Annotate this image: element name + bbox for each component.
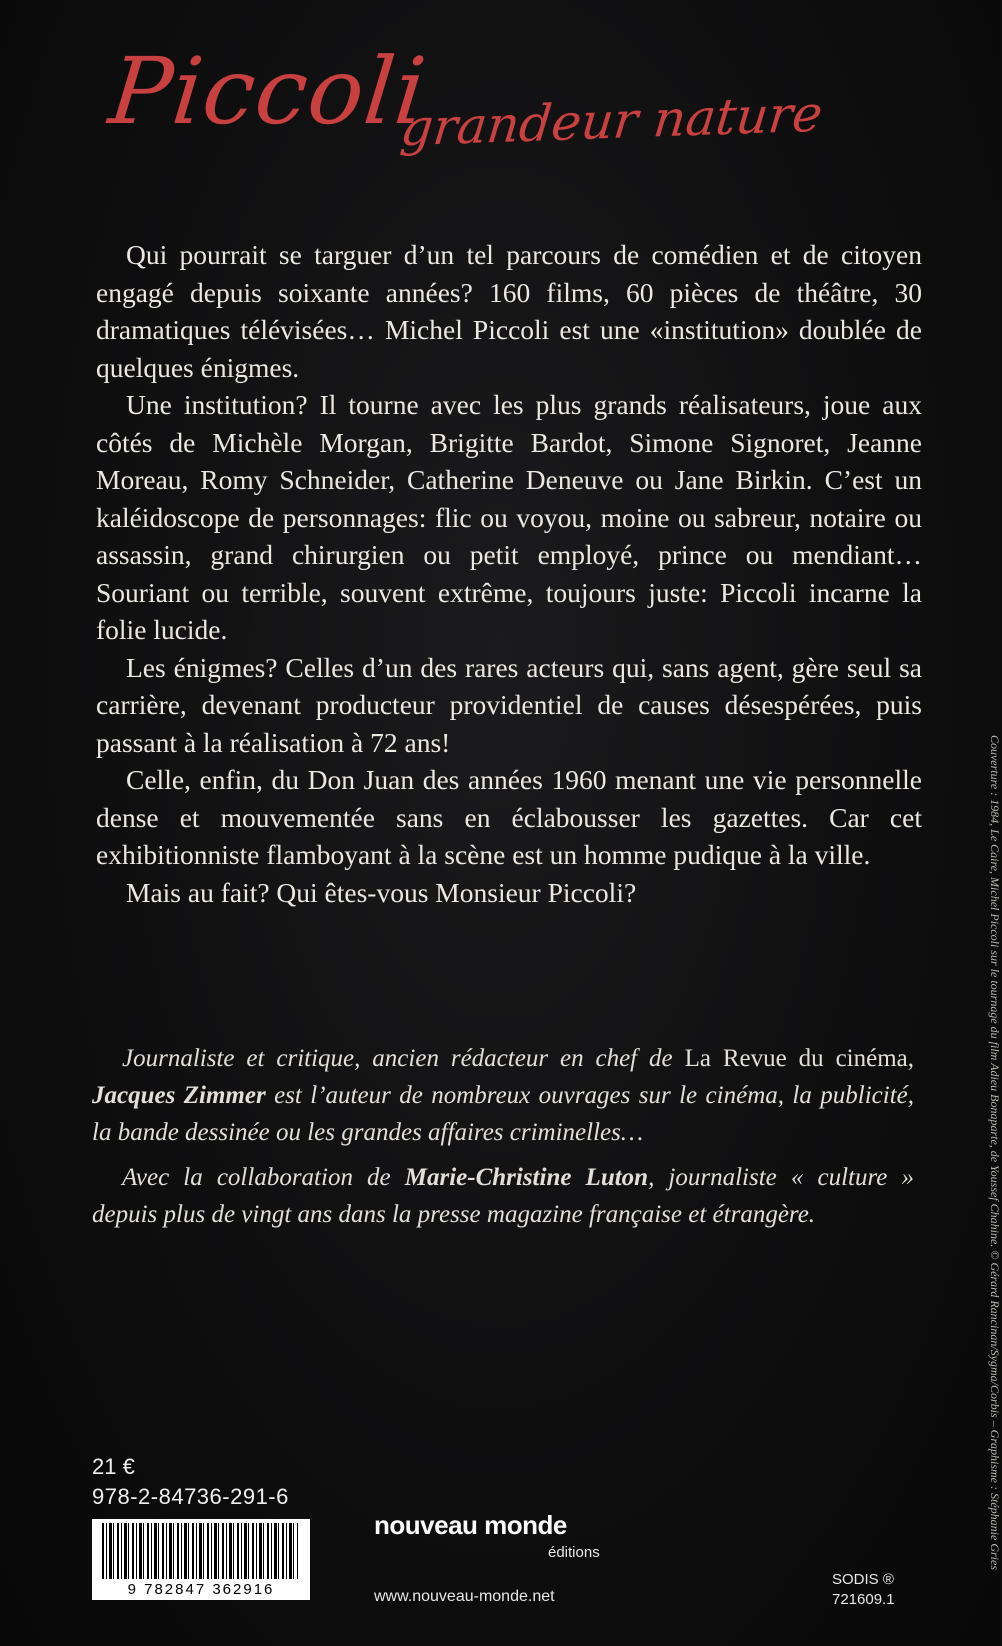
cover-credits: Couverture : 1984, Le Caire, Michel Piccoli sur le tournage du film Adieu Bonaparte, de Youssef Chahine. © Gérard Rancinan/Sygma/Corbis – Graphisme : Stéphanie Gries: [988, 734, 1002, 1570]
collaborator-name: Marie-Christine Luton: [404, 1164, 649, 1191]
blurb-paragraph: Une institution? Il tourne avec les plus grands réalisateurs, joue aux côtés de Michèle Morgan, Brigitte Bardot, Simone Signoret, Jeanne Moreau, Romy Schneider, Catherine Deneuve ou Jane Birkin. C’est un kaléidoscope de personnages: flic ou voyou, moine ou sabreur, notaire ou assassin, grand chirurgien ou petit employé, prince ou mendiant… Souriant ou terrible, souvent extrême, toujours juste: Piccoli incarne la folie lucide.: [96, 389, 922, 645]
blurb-paragraph: Les énigmes? Celles d’un des rares acteurs qui, sans agent, gère seul sa carrière, devenant producteur providentiel de causes désespérées, puis passant à la réalisation à 72 ans!: [96, 651, 922, 758]
barcode-bars: [102, 1523, 298, 1579]
bio-text: Avec la collaboration de: [122, 1164, 405, 1191]
bio-text: est l’auteur de nombreux ouvrages sur le cinéma, la publicité, la bande dessinée ou les grandes affaires criminelles…: [92, 1082, 914, 1146]
magazine-title: La Revue du cinéma,: [684, 1045, 915, 1072]
author-bio-paragraph: [92, 1040, 914, 1151]
barcode: [92, 1519, 310, 1600]
title-subtitle: grandeur nature: [398, 84, 826, 158]
publisher-website: www.nouveau-monde.net: [374, 1588, 555, 1605]
bio-text: , journaliste « culture » depuis plus de vingt ans dans la presse magazine française et étrangère.: [92, 1164, 914, 1228]
blurb-paragraph: Celle, enfin, du Don Juan des années 1960 menant une vie personnelle dense et mouvementée sans en éclabousser les gazettes. Car cet exhibitionniste flamboyant à la scène est un homme pudique à la ville.: [96, 764, 922, 870]
bio-text: Journaliste et critique, ancien rédacteur en chef de: [122, 1045, 685, 1072]
distributor-code: 721609.1: [832, 1591, 895, 1608]
collaborator-paragraph: [92, 1159, 914, 1233]
isbn: 978-2-84736-291-6: [92, 1484, 289, 1509]
publisher-logo: nouveau monde: [374, 1510, 567, 1540]
publisher-editions: éditions: [548, 1544, 600, 1561]
title-main: Piccoli: [104, 38, 432, 145]
author-bio: [92, 1040, 914, 1241]
blurb-paragraph: Qui pourrait se targuer d’un tel parcours de comédien et de citoyen engagé depuis soixante années? 160 films, 60 pièces de théâtre, 30 dramatiques télévisées… Michel Piccoli est une «institution» doublée de quelques énigmes.: [96, 239, 922, 383]
distributor-label: SODIS ®: [832, 1571, 894, 1588]
price: 21 €: [92, 1454, 135, 1479]
author-name: Jacques Zimmer: [92, 1082, 266, 1109]
distribution-info: [832, 1570, 895, 1610]
barcode-number: 9 782847 362916: [127, 1581, 275, 1598]
blurb-paragraph: Mais au fait? Qui êtes-vous Monsieur Piccoli?: [126, 876, 637, 908]
blurb: [96, 236, 922, 911]
